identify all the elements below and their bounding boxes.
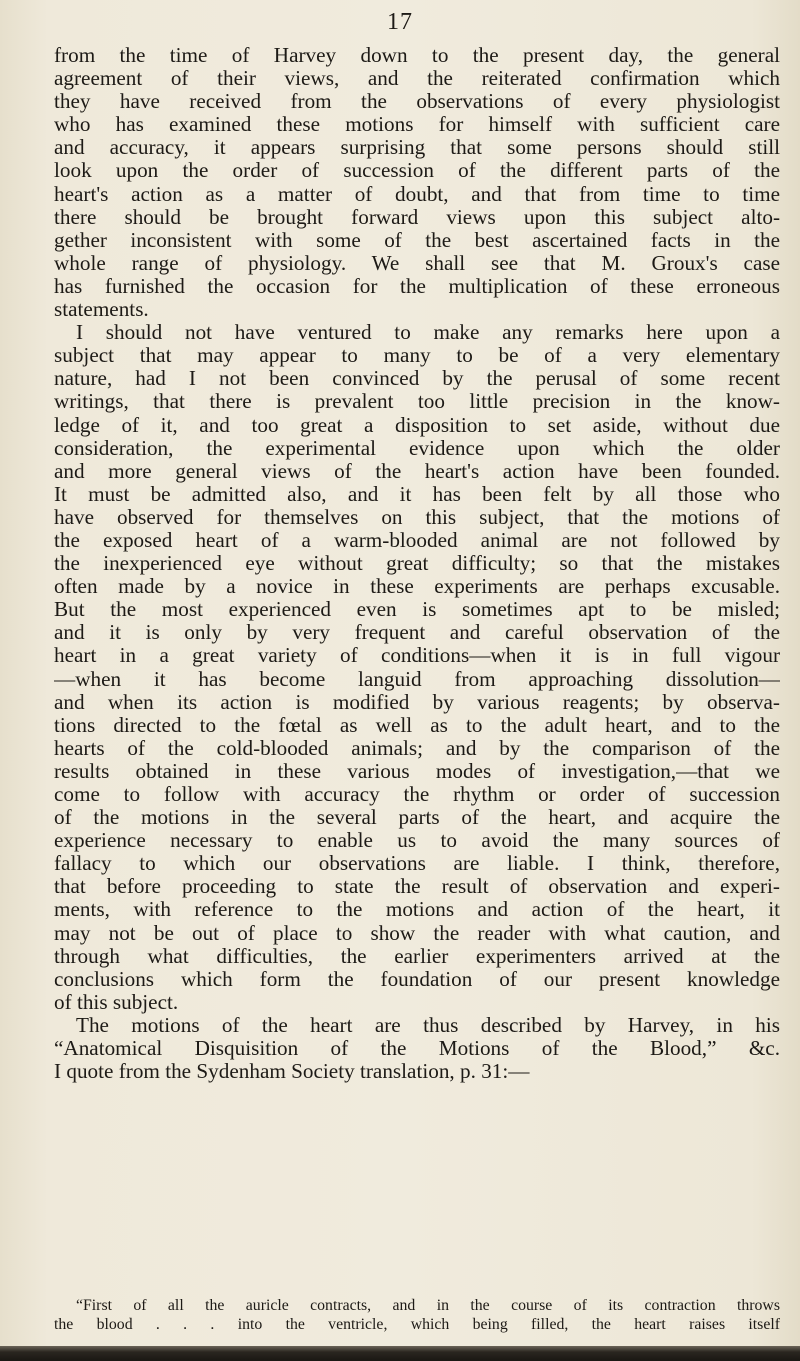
text-line: statements.	[54, 298, 149, 322]
text-line: who has examined these motions for himself with sufficient care	[54, 113, 780, 137]
text-line: “Anatomical Disquisition of the Motions of the Blood,” &c.	[54, 1037, 780, 1061]
text-line: subject that may appear to many to be of a very elementary	[54, 344, 780, 368]
text-line: and accuracy, it appears surprising that some persons should still	[54, 136, 780, 160]
text-line: come to follow with accuracy the rhythm or order of succession	[54, 783, 780, 806]
text-line: through what difficulties, the earlier experimenters arrived at the	[54, 944, 780, 968]
page-number: 17	[387, 9, 413, 35]
text-line: The motions of the heart are thus described by Harvey, in his	[76, 1013, 780, 1037]
body-text	[54, 44, 780, 1083]
text-line: agreement of their views, and the reiterated confirmation which	[54, 67, 780, 91]
text-line: It must be admitted also, and it has been felt by all those who	[54, 482, 780, 506]
text-line: fallacy to which our observations are liable. I think, therefore,	[54, 852, 780, 876]
text-line: there should be brought forward views upon this subject alto-	[54, 205, 780, 229]
text-line: ments, with reference to the motions and action of the heart, it	[54, 898, 780, 922]
text-line: and more general views of the heart's action have been founded.	[54, 459, 780, 483]
text-line: and it is only by very frequent and careful observation of the	[54, 621, 780, 645]
text-line: —when it has become languid from approaching dissolution—	[54, 667, 780, 691]
text-line: ledge of it, and too great a disposition to set aside, without due	[54, 413, 780, 437]
text-line: the exposed heart of a warm-blooded animal are not followed by	[54, 528, 780, 552]
text-line: the inexperienced eye without great difficulty; so that the mistakes	[54, 552, 780, 576]
text-line: gether inconsistent with some of the best ascertained facts in the	[54, 228, 780, 252]
text-line: may not be out of place to show the reader with what caution, and	[54, 921, 780, 945]
text-line: consideration, the experimental evidence upon which the older	[54, 436, 780, 460]
text-line: writings, that there is prevalent too little precision in the know-	[54, 390, 780, 414]
text-line: of the motions in the several parts of the heart, and acquire the	[54, 806, 780, 830]
quote-line: “First of all the auricle contracts, and in the course of its contraction throws	[76, 1297, 780, 1314]
text-line: has furnished the occasion for the multiplication of these erroneous	[54, 274, 780, 298]
text-line: that before proceeding to state the result of observation and experi-	[54, 875, 780, 899]
text-line: results obtained in these various modes of investigation,—that we	[54, 759, 780, 783]
page-bottom-shadow	[0, 1346, 800, 1361]
text-line: nature, had I not been convinced by the perusal of some recent	[54, 367, 780, 391]
text-line: from the time of Harvey down to the present day, the general	[54, 44, 780, 67]
text-line: they have received from the observations of every physiologist	[54, 90, 780, 114]
text-line: often made by a novice in these experiments are perhaps excusable.	[54, 575, 780, 599]
text-line: I should not have ventured to make any remarks here upon a	[76, 321, 780, 345]
quote-line: the blood . . . into the ventricle, which being filled, the heart raises itself	[54, 1316, 780, 1333]
text-line: conclusions which form the foundation of our present knowledge	[54, 967, 780, 991]
text-line: and when its action is modified by various reagents; by observa-	[54, 690, 780, 714]
text-line: tions directed to the fœtal as well as to the adult heart, and to the	[54, 713, 780, 737]
block-quote	[54, 1296, 780, 1334]
text-line: But the most experienced even is sometimes apt to be misled;	[54, 598, 780, 622]
text-line: I quote from the Sydenham Society translation, p. 31:—	[54, 1060, 530, 1084]
text-line: heart in a great variety of conditions—when it is in full vigour	[54, 644, 780, 668]
text-line: experience necessary to enable us to avoid the many sources of	[54, 829, 780, 853]
text-line: have observed for themselves on this subject, that the motions of	[54, 505, 780, 529]
text-line: of this subject.	[54, 990, 179, 1014]
text-line: heart's action as a matter of doubt, and that from time to time	[54, 182, 780, 206]
text-line: hearts of the cold-blooded animals; and by the comparison of the	[54, 736, 780, 760]
text-line: whole range of physiology. We shall see that M. Groux's case	[54, 251, 780, 275]
text-line: look upon the order of succession of the different parts of the	[54, 159, 780, 183]
